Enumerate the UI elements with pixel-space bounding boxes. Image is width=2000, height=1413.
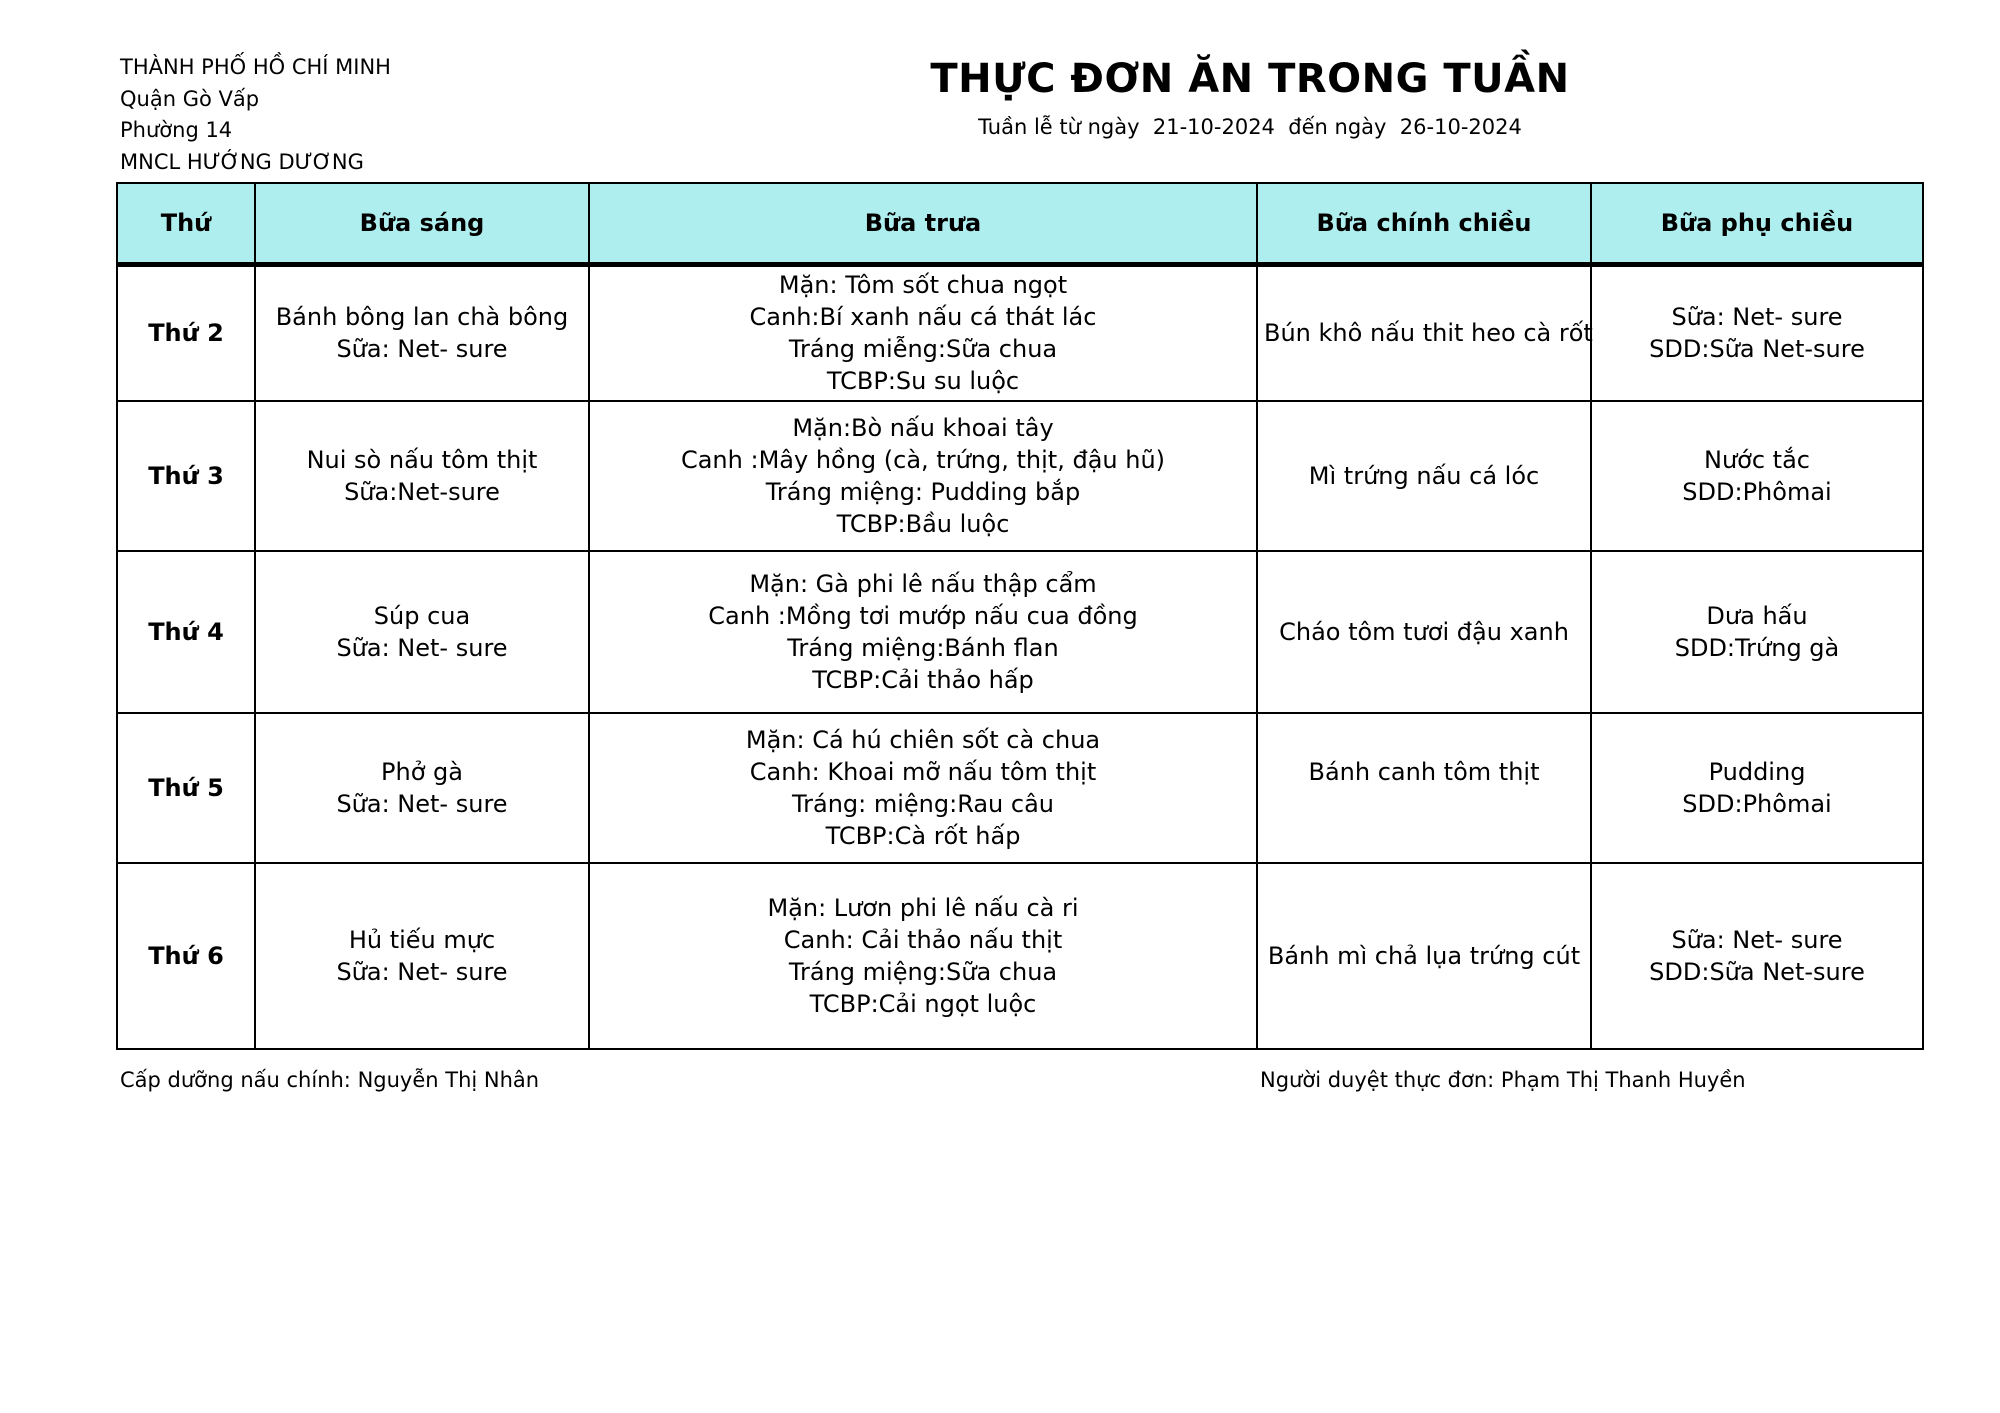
weekly-menu-table — [116, 182, 1924, 1050]
menu-item-line — [1264, 788, 1584, 820]
afternoon-main-cell — [1257, 401, 1591, 551]
menu-item-line: SDD:Sữa Net-sure — [1649, 957, 1865, 986]
menu-item-line: Mì trứng nấu cá lóc — [1308, 461, 1540, 490]
afternoon-main-cell — [1257, 863, 1591, 1049]
col-header-breakfast: Bữa sáng — [255, 183, 589, 265]
menu-item-line: Canh: Cải thảo nấu thịt — [783, 925, 1063, 954]
afternoon-main-cell — [1257, 551, 1591, 713]
table-row — [117, 551, 1923, 713]
table-row — [117, 265, 1923, 401]
afternoon-snack-cell — [1591, 401, 1923, 551]
menu-item-line: SDD:Trứng gà — [1674, 633, 1840, 662]
breakfast-cell — [255, 401, 589, 551]
cook-signature: Cấp dưỡng nấu chính: Nguyễn Thị Nhân — [120, 1068, 540, 1092]
afternoon-main-cell — [1257, 265, 1591, 401]
org-ward: Phường 14 — [120, 118, 233, 142]
afternoon-snack-cell — [1591, 265, 1923, 401]
breakfast-cell — [255, 713, 589, 863]
menu-item-line: Mặn: Lươn phi lê nấu cà ri — [767, 893, 1079, 922]
day-cell: Thứ 6 — [117, 863, 255, 1049]
menu-item-line: Sữa: Net- sure — [1671, 303, 1843, 332]
lunch-cell — [589, 713, 1257, 863]
menu-item-line: Nui sò nấu tôm thịt — [306, 445, 538, 474]
menu-item-line: TCBP:Su su luộc — [826, 367, 1020, 396]
menu-item-line: SDD:Phômai — [1682, 789, 1832, 818]
menu-item-line: Hủ tiếu mực — [348, 925, 496, 954]
menu-item-line: Canh :Mây hồng (cà, trứng, thịt, đậu hũ) — [680, 445, 1166, 474]
menu-item-line: Tráng: miệng:Rau câu — [791, 789, 1055, 818]
menu-item-line: Canh :Mồng tơi mướp nấu cua đồng — [708, 601, 1138, 630]
menu-item-line: Tráng miễng:Sữa chua — [788, 335, 1058, 364]
afternoon-snack-cell — [1591, 863, 1923, 1049]
menu-item-line: Sữa: Net- sure — [336, 789, 508, 818]
menu-item-line: Sữa: Net- sure — [336, 633, 508, 662]
org-district: Quận Gò Vấp — [120, 86, 260, 111]
col-header-day: Thứ — [117, 183, 255, 265]
menu-item-line: Bánh bông lan chà bông — [275, 303, 569, 332]
menu-item-line: Súp cua — [373, 601, 471, 630]
menu-item-line: TCBP:Cải thảo hấp — [812, 665, 1034, 694]
table-header-row — [117, 183, 1923, 265]
afternoon-snack-cell — [1591, 713, 1923, 863]
organization-block — [120, 52, 391, 178]
breakfast-cell — [255, 863, 589, 1049]
menu-item-line: Bánh canh tôm thịt — [1308, 757, 1540, 786]
menu-item-line: Phở gà — [381, 757, 463, 786]
col-header-afternoon-snack: Bữa phụ chiều — [1591, 183, 1923, 265]
table-body — [117, 265, 1923, 1049]
col-header-afternoon-main: Bữa chính chiều — [1257, 183, 1591, 265]
menu-item-line: Tráng miệng:Sữa chua — [788, 957, 1058, 986]
lunch-cell — [589, 863, 1257, 1049]
day-cell: Thứ 4 — [117, 551, 255, 713]
menu-item-line: TCBP:Cà rốt hấp — [825, 821, 1021, 850]
table-row — [117, 401, 1923, 551]
week-range: Tuần lễ từ ngày 21-10-2024 đến ngày 26-10-2024 — [978, 115, 1522, 139]
menu-item-line: Dưa hấu — [1706, 601, 1808, 630]
menu-item-line: TCBP:Bầu luộc — [836, 509, 1010, 538]
menu-item-line: Canh:Bí xanh nấu cá thát lác — [749, 303, 1097, 332]
afternoon-snack-cell — [1591, 551, 1923, 713]
menu-item-line: Tráng miệng: Pudding bắp — [765, 477, 1081, 506]
lunch-cell — [589, 265, 1257, 401]
menu-item-line: Sữa: Net- sure — [336, 957, 508, 986]
day-cell: Thứ 5 — [117, 713, 255, 863]
menu-item-line: Mặn: Gà phi lê nấu thập cẩm — [749, 569, 1097, 598]
menu-item-line: Pudding — [1708, 757, 1806, 786]
menu-item-line: Canh: Khoai mỡ nấu tôm thịt — [749, 757, 1097, 786]
menu-item-line: Sữa: Net- sure — [336, 335, 508, 364]
page-title: THỰC ĐƠN ĂN TRONG TUẦN — [930, 56, 1570, 102]
lunch-cell — [589, 551, 1257, 713]
menu-item-line: Tráng miệng:Bánh flan — [787, 633, 1059, 662]
breakfast-cell — [255, 551, 589, 713]
breakfast-cell — [255, 265, 589, 401]
org-city: THÀNH PHỐ HỒ CHÍ MINH — [120, 55, 391, 79]
approver-signature: Người duyệt thực đơn: Phạm Thị Thanh Huyền — [1260, 1068, 1746, 1092]
menu-item-line: Cháo tôm tươi đậu xanh — [1279, 617, 1569, 646]
menu-item-line: Mặn: Tôm sốt chua ngọt — [778, 271, 1068, 300]
lunch-cell — [589, 401, 1257, 551]
table-row — [117, 713, 1923, 863]
menu-item-line: Sữa:Net-sure — [344, 477, 500, 506]
menu-item-line: SDD:Phômai — [1682, 477, 1832, 506]
col-header-lunch: Bữa trưa — [589, 183, 1257, 265]
day-cell: Thứ 2 — [117, 265, 255, 401]
menu-item-line: Bún khô nấu thit heo cà rốt — [1264, 319, 1593, 348]
menu-item-line: Mặn:Bò nấu khoai tây — [792, 413, 1054, 442]
menu-item-line: Nước tắc — [1704, 445, 1810, 474]
menu-item-line: Sữa: Net- sure — [1671, 925, 1843, 954]
table-row — [117, 863, 1923, 1049]
menu-item-line: SDD:Sữa Net-sure — [1649, 335, 1865, 364]
day-cell: Thứ 3 — [117, 401, 255, 551]
menu-item-line: Mặn: Cá hú chiên sốt cà chua — [745, 725, 1101, 754]
menu-item-line: TCBP:Cải ngọt luộc — [809, 989, 1037, 1018]
afternoon-main-cell — [1257, 713, 1591, 863]
org-school: MNCL HƯỚNG DƯƠNG — [120, 149, 364, 174]
menu-item-line: Bánh mì chả lụa trứng cút — [1267, 941, 1581, 970]
